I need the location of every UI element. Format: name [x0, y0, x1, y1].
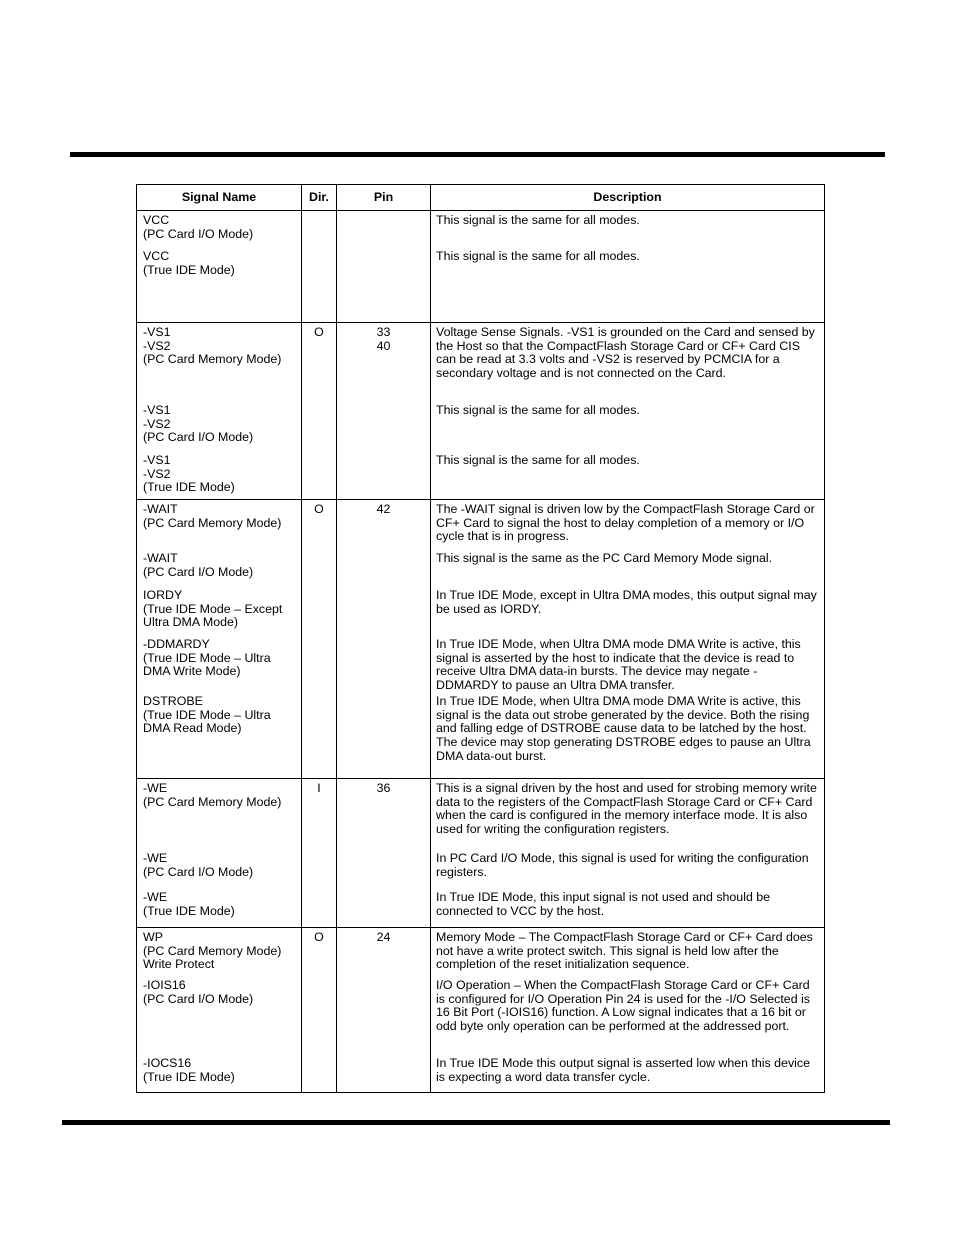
signal-name: -WAIT (PC Card I/O Mode) — [143, 551, 254, 579]
pin-cell — [337, 928, 431, 1093]
signal-description: In True IDE Mode, except in Ultra DMA modes, this output signal may be used as IORDY. — [436, 588, 817, 616]
signal-name: DSTROBE (True IDE Mode – Ultra DMA Read Mode) — [143, 694, 271, 736]
pin-cell — [337, 323, 431, 500]
pin-value: 42 — [376, 502, 391, 516]
signal-description: In True IDE Mode, when Ultra DMA mode DMA Write is active, this signal is the data out strobe generated by the device. Both the rising and falling edge of DSTROBE cause data to be latched by the host. The device may stop generating DSTROBE edges to pause an Ultra DMA data-out burst. — [436, 694, 811, 763]
dir-cell — [302, 323, 337, 500]
signal-name-cell — [137, 779, 302, 928]
table-row — [137, 779, 825, 928]
dir-cell — [302, 211, 337, 323]
direction-value — [302, 211, 336, 214]
signal-description: This signal is the same for all modes. — [436, 403, 640, 417]
signal-description: In True IDE Mode, this input signal is not used and should be connected to VCC by the host. — [436, 890, 771, 918]
header-signal-name: Signal Name — [137, 185, 302, 211]
signal-description: This signal is the same as the PC Card Memory Mode signal. — [436, 551, 773, 565]
signal-description: This is a signal driven by the host and used for strobing memory write data to the registers of the CompactFlash Storage Card or CF+ Card when the card is configured in the memory interface mode. It is also used for writing the configuration registers. — [436, 781, 817, 837]
signal-table — [136, 184, 825, 1093]
header-dir: Dir. — [302, 185, 337, 211]
signal-description: In True IDE Mode, when Ultra DMA mode DMA Write is active, this signal is asserted by the host to indicate that the device is read to receive Ultra DMA data-in bursts. The device may negate -DDMARDY to pause an Ultra DMA transfer. — [436, 637, 801, 693]
signal-name: -VS1 -VS2 (PC Card Memory Mode) — [143, 325, 282, 367]
description-cell — [431, 928, 825, 1093]
direction-value: O — [314, 930, 324, 944]
signal-description: Memory Mode – The CompactFlash Storage Card or CF+ Card does not have a write protect switch. This signal is held low after the completion of the reset initialization sequence. — [436, 930, 813, 972]
bottom-rule — [62, 1120, 890, 1125]
signal-name-cell — [137, 928, 302, 1093]
top-rule — [70, 152, 885, 157]
dir-cell — [302, 500, 337, 779]
signal-name: -WE (PC Card I/O Mode) — [143, 851, 254, 879]
signal-name: IORDY (True IDE Mode – Except Ultra DMA Mode) — [143, 588, 283, 630]
description-cell — [431, 211, 825, 323]
table-row — [137, 211, 825, 323]
signal-description: This signal is the same for all modes. — [436, 453, 640, 467]
signal-name: -WE (True IDE Mode) — [143, 890, 235, 918]
signal-name: WP (PC Card Memory Mode) Write Protect — [143, 930, 282, 972]
table-body — [137, 211, 825, 1093]
signal-name: VCC (PC Card I/O Mode) — [143, 213, 254, 241]
pin-value: 24 — [376, 930, 391, 944]
pin-value: 36 — [376, 781, 391, 795]
table-header-row — [137, 185, 825, 211]
header-pin: Pin — [337, 185, 431, 211]
signal-name: VCC (True IDE Mode) — [143, 249, 235, 277]
signal-name-cell — [137, 323, 302, 500]
direction-value: O — [314, 502, 324, 516]
direction-value: O — [314, 325, 324, 339]
pin-value: 33 40 — [376, 325, 391, 353]
description-cell — [431, 779, 825, 928]
signal-name: -DDMARDY (True IDE Mode – Ultra DMA Write Mode) — [143, 637, 271, 679]
signal-description: In True IDE Mode this output signal is asserted low when this device is expecting a word data transfer cycle. — [436, 1056, 810, 1084]
signal-description: This signal is the same for all modes. — [436, 249, 640, 263]
description-cell — [431, 323, 825, 500]
table-row — [137, 323, 825, 500]
signal-name: -VS1 -VS2 (PC Card I/O Mode) — [143, 403, 254, 445]
signal-name: -WAIT (PC Card Memory Mode) — [143, 502, 282, 530]
signal-description: I/O Operation – When the CompactFlash Storage Card or CF+ Card is configured for I/O Operation Pin 24 is used for the -I/O Selected is 16 Bit Port (-IOIS16) function. A Low signal indicates that a 16 bit or odd byte only operation can be performed at the addressed port. — [436, 978, 810, 1034]
signal-name-cell — [137, 500, 302, 779]
pin-cell — [337, 500, 431, 779]
signal-name: -VS1 -VS2 (True IDE Mode) — [143, 453, 235, 495]
description-cell — [431, 500, 825, 779]
signal-name: -IOCS16 (True IDE Mode) — [143, 1056, 235, 1084]
dir-cell — [302, 928, 337, 1093]
signal-name: -WE (PC Card Memory Mode) — [143, 781, 282, 809]
signal-name: -IOIS16 (PC Card I/O Mode) — [143, 978, 254, 1006]
direction-value: I — [317, 781, 321, 795]
signal-name-cell — [137, 211, 302, 323]
table-row — [137, 500, 825, 779]
signal-description: This signal is the same for all modes. — [436, 213, 640, 227]
signal-description: The -WAIT signal is driven low by the CompactFlash Storage Card or CF+ Card to signal the host to delay completion of a memory or I/O cycle that is in progress. — [436, 502, 815, 544]
pin-cell — [337, 779, 431, 928]
header-description: Description — [431, 185, 825, 211]
dir-cell — [302, 779, 337, 928]
pin-cell — [337, 211, 431, 323]
pin-value — [337, 211, 430, 214]
signal-description: In PC Card I/O Mode, this signal is used for writing the configuration registers. — [436, 851, 809, 879]
signal-description: Voltage Sense Signals. -VS1 is grounded on the Card and sensed by the Host so that the CompactFlash Storage Card or CF+ Card CIS can be read at 3.3 volts and -VS2 is reserved by PCMCIA for a secondary voltage and is not connected on the Card. — [436, 325, 815, 381]
table-row — [137, 928, 825, 1093]
